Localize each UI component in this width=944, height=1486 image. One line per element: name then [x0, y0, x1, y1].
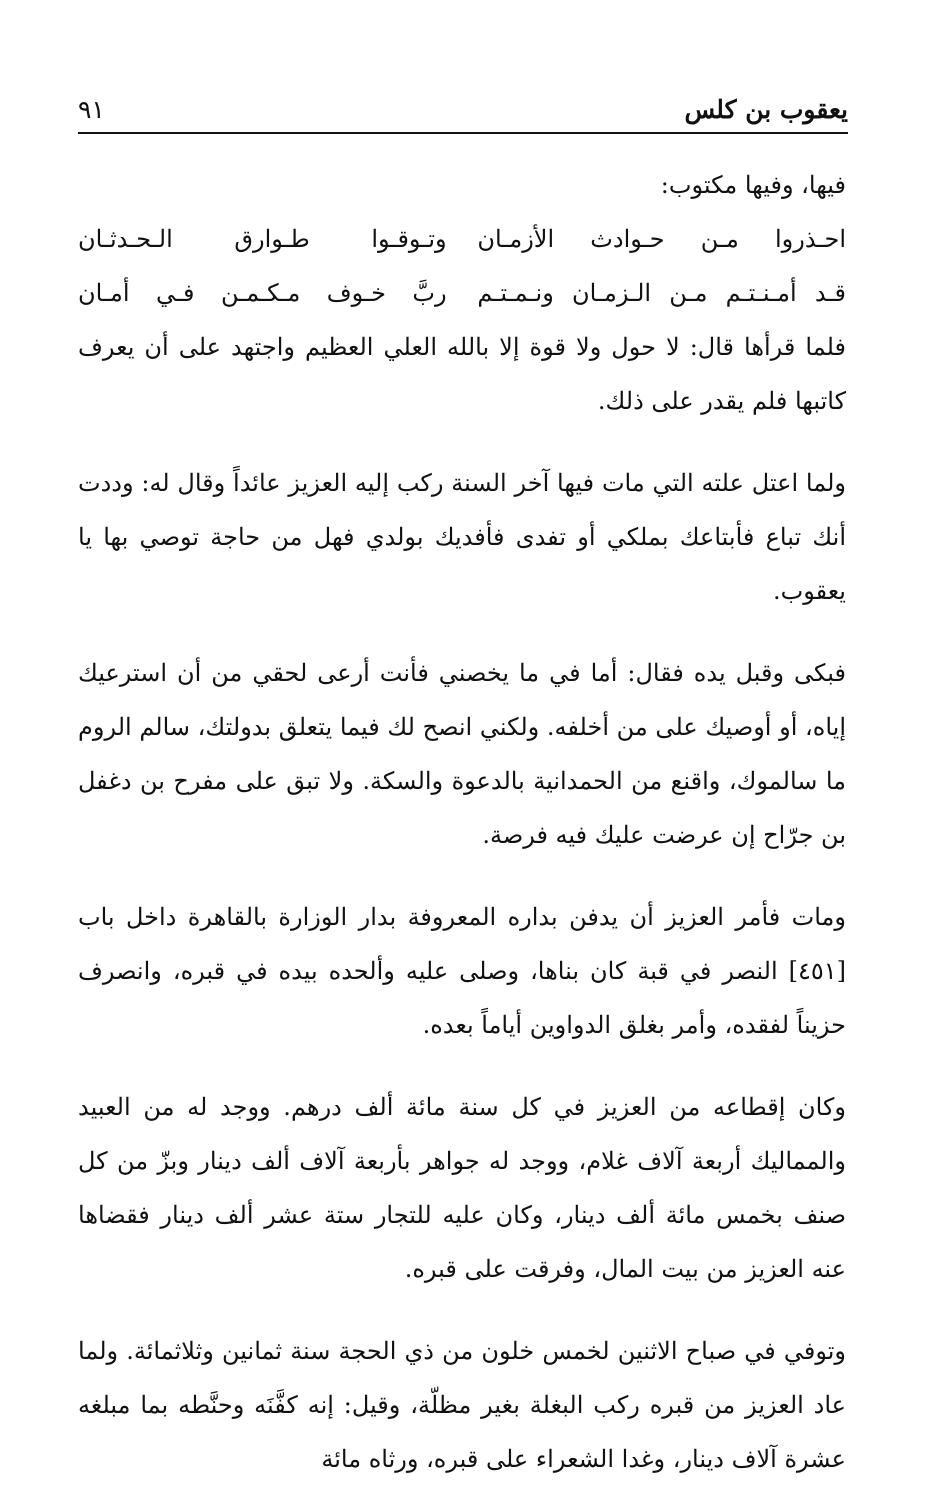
paragraph: فلما قرأها قال: لا حول ولا قوة إلا بالله العلي العظيم واجتهد على أن يعرف كاتبها فلم يقدر على ذلك.	[78, 333, 846, 415]
header-title: يعقوب بن كلس	[684, 95, 848, 124]
paragraph: ولما اعتل علته التي مات فيها آخر السنة ركب إليه العزيز عائداً وقال له: وددت أنك تباع فأبتاعك بملكي أو تفدى فأفديك بولدي فهل من حاجة توصي بها يا يعقوب.	[78, 469, 847, 605]
page-body	[78, 158, 846, 1486]
poem-verse	[78, 212, 846, 266]
page-number: ٩١	[78, 95, 105, 124]
verse-first-hemistich: قـد أمـنـتـم مـن الـزمـان ونـمـتـم	[477, 279, 846, 307]
paragraph: ومات فأمر العزيز أن يدفن بداره المعروفة بدار الوزارة بالقاهرة داخل باب [٤٥١] النصر في قبة كان بناها، وصلى عليه وألحده بيده في قبره، وانصرف حزيناً لفقده، وأمر بغلق الدواوين أياماً بعده.	[78, 903, 846, 1039]
verse-second-hemistich: ربَّ خـوف مـكـمـن فـي أمـان	[78, 279, 447, 307]
paragraph: وتوفي في صباح الاثنين لخمس خلون من ذي الحجة سنة ثمانين وثلاثمائة. ولما عاد العزيز من قبره ركب البغلة بغير مظلّة، وقيل: إنه كفَّنَه وحنَّطه بما مبلغه عشرة آلاف دينار، وغدا الشعراء على قبره، ورثاه مائة	[78, 1337, 846, 1473]
intro-line: فيها، وفيها مكتوب:	[660, 171, 846, 199]
poem-verse	[78, 266, 846, 320]
paragraph: وكان إقطاعه من العزيز في كل سنة مائة ألف درهم. ووجد له من العبيد والمماليك أربعة آلاف غلام، ووجد له جواهر بأربعة آلاف ألف دينار وبزّ من كل صنف بخمس مائة ألف دينار، وكان عليه للتجار ستة عشر ألف دينار فقضاها عنه العزيز من بيت المال، وفرقت على قبره.	[78, 1093, 847, 1283]
running-header	[78, 84, 848, 134]
verse-first-hemistich: احـذروا مـن حـوادث الأزمـان	[477, 225, 846, 253]
paragraph: فبكى وقبل يده فقال: أما في ما يخصني فأنت أرعى لحقي من أن استرعيك إياه، أو أوصيك على من أخلفه. ولكني انصح لك فيما يتعلق بدولتك، سالم الروم ما سالموك، واقنع من الحمدانية بالدعوة والسكة. ولا تبق على مفرح بن دغفل بن جرّاح إن عرضت عليك فيه فرصة.	[78, 659, 847, 849]
verse-second-hemistich: وتـوقـوا طـوارق الـحـدثـان	[78, 225, 447, 253]
